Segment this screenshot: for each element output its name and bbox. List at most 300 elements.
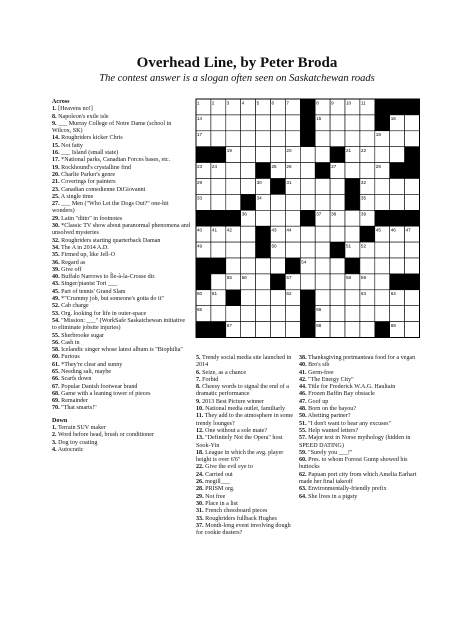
- clue-number: 25.: [52, 193, 60, 200]
- grid-cell[interactable]: [330, 194, 345, 210]
- clue-text: Needing salt, maybe: [59, 368, 112, 375]
- grid-cell[interactable]: [271, 258, 286, 274]
- clue-number: 67.: [52, 383, 60, 390]
- cell-number: 65: [197, 307, 203, 312]
- grid-cell[interactable]: [390, 194, 405, 210]
- grid-cell[interactable]: [271, 322, 286, 338]
- clue-text: Not free: [203, 493, 226, 500]
- cell-number: 49: [197, 243, 203, 249]
- grid-cell[interactable]: [211, 274, 226, 290]
- clue-number: 64.: [299, 493, 307, 500]
- clue-number: 56.: [52, 339, 60, 346]
- clue-text: ___ Island (small state): [59, 150, 119, 157]
- grid-cell[interactable]: [405, 306, 420, 322]
- grid-cell[interactable]: [211, 131, 226, 147]
- grid-block: [330, 242, 345, 258]
- clue-text: Icelandic singer whose latest album is "Biophilia": [59, 347, 183, 354]
- grid-cell[interactable]: [285, 194, 300, 210]
- clue-number: 27.: [52, 201, 60, 208]
- grid-cell[interactable]: [256, 115, 271, 131]
- cell-number: 4: [241, 100, 245, 106]
- clue-number: 46.: [299, 391, 307, 398]
- cell-number: 53: [197, 259, 203, 265]
- clue-text: Place in a list: [203, 500, 238, 507]
- clue-text: Dog toy coating: [56, 439, 98, 446]
- grid-cell[interactable]: [375, 290, 390, 306]
- grid-cell[interactable]: [315, 226, 330, 242]
- grid-cell[interactable]: [345, 163, 360, 179]
- grid-cell[interactable]: [390, 242, 405, 258]
- clue-number: 55.: [299, 427, 307, 434]
- grid-block: [360, 226, 375, 242]
- cell-number: 51: [346, 243, 352, 249]
- grid-cell[interactable]: [300, 226, 315, 242]
- clue-text: Pres. to whom Forrest Gump showed his buttocks: [299, 457, 408, 471]
- cell-number: 9: [331, 100, 334, 106]
- grid-cell[interactable]: [315, 274, 330, 290]
- clue-item: [52, 252, 190, 259]
- grid-cell[interactable]: [300, 242, 315, 258]
- grid-cell[interactable]: [211, 306, 226, 322]
- clue-item: [52, 260, 190, 267]
- grid-cell[interactable]: [285, 210, 300, 226]
- grid-cell[interactable]: [345, 306, 360, 322]
- clue-item: [299, 450, 429, 457]
- cell-number: 39: [360, 211, 367, 217]
- down-header: Down: [52, 417, 68, 424]
- clue-number: 38.: [299, 355, 307, 361]
- grid-cell[interactable]: [375, 147, 390, 163]
- grid-cell[interactable]: [360, 115, 375, 131]
- clue-item: [299, 399, 429, 406]
- grid-cell[interactable]: [211, 115, 226, 131]
- grid-cell[interactable]: [271, 147, 286, 163]
- grid-cell[interactable]: [390, 147, 405, 163]
- cell-number: 16: [390, 116, 396, 122]
- clue-text: Popular Danish footwear brand: [59, 383, 138, 390]
- crossword-grid: [195, 98, 421, 339]
- grid-cell[interactable]: [211, 194, 226, 210]
- clue-number: 50.: [299, 413, 307, 420]
- clue-item: [52, 303, 190, 310]
- grid-cell[interactable]: [330, 179, 345, 195]
- grid-cell[interactable]: [256, 290, 271, 306]
- grid-cell[interactable]: [226, 115, 241, 131]
- grid-cell[interactable]: [226, 258, 241, 274]
- grid-cell[interactable]: [345, 226, 360, 242]
- grid-cell[interactable]: [226, 306, 241, 322]
- grid-cell[interactable]: [256, 147, 271, 163]
- clue-number: 42.: [299, 376, 307, 383]
- clue-number: 4.: [52, 446, 57, 453]
- clue-text: Title for Frederick W.A.G. Haultain: [306, 384, 396, 391]
- grid-cell[interactable]: [375, 242, 390, 258]
- cell-number: 42: [226, 227, 232, 233]
- clue-text: Coverings for painters: [59, 179, 116, 186]
- clue-number: 39.: [52, 266, 60, 273]
- grid-cell[interactable]: [345, 290, 360, 306]
- cell-number: 30: [256, 179, 262, 185]
- clue-item: [299, 494, 429, 501]
- grid-cell[interactable]: [300, 194, 315, 210]
- clue-item: [196, 516, 296, 523]
- grid-cell[interactable]: [405, 115, 420, 131]
- clue-text: National media outlet, familiarly: [203, 406, 286, 413]
- grid-cell[interactable]: [360, 131, 375, 147]
- clue-text: PRISM org.: [203, 486, 235, 493]
- clue-text: Part of tennis' Grand Slam: [59, 288, 126, 295]
- clue-number: 19.: [52, 164, 60, 171]
- grid-cell[interactable]: [405, 322, 420, 338]
- down-clue-list: [52, 425, 190, 454]
- clue-text: Org. looking for life in outer-space: [59, 310, 147, 317]
- clue-number: 66.: [52, 376, 60, 383]
- clue-item: [299, 362, 429, 369]
- grid-cell[interactable]: [330, 290, 345, 306]
- grid-block: [375, 322, 390, 338]
- clue-text: Cheesy words to signal the end of a dramatic performance: [196, 384, 289, 398]
- grid-block: [405, 163, 420, 179]
- clue-number: 58.: [52, 347, 60, 354]
- clue-item: [52, 289, 190, 296]
- grid-cell[interactable]: [300, 147, 315, 163]
- grid-cell[interactable]: [315, 131, 330, 147]
- cell-number: 17: [197, 132, 203, 138]
- grid-cell[interactable]: [345, 115, 360, 131]
- puzzle-title: Overhead Line, by Peter Broda: [136, 55, 338, 71]
- grid-cell[interactable]: [256, 210, 271, 226]
- grid-cell[interactable]: [360, 258, 375, 274]
- clue-text: "Surely you ___!": [306, 449, 353, 456]
- clue-text: Roughriders fullback Hughes: [203, 515, 277, 522]
- clue-number: 62.: [299, 471, 307, 478]
- cell-number: 21: [346, 148, 352, 153]
- clue-text: Trendy social media site launched in 2014: [196, 355, 292, 369]
- grid-block: [300, 115, 315, 131]
- grid-cell[interactable]: [256, 131, 271, 147]
- grid-cell[interactable]: [241, 163, 256, 179]
- grid-cell[interactable]: [315, 147, 330, 163]
- clue-number: 65.: [52, 368, 60, 375]
- grid-cell[interactable]: [271, 306, 286, 322]
- clues-column-middle: [196, 355, 296, 537]
- grid-block: [196, 210, 211, 226]
- clue-number: 30.: [52, 223, 60, 230]
- cell-number: 37: [316, 211, 322, 217]
- grid-cell[interactable]: [390, 306, 405, 322]
- grid-cell[interactable]: [405, 290, 420, 306]
- cell-number: 32: [360, 179, 367, 185]
- clue-text: Roughriders kicker Chris: [59, 135, 123, 142]
- cell-number: 7: [286, 100, 289, 106]
- grid-cell[interactable]: [256, 306, 271, 322]
- grid-cell[interactable]: [241, 226, 256, 242]
- grid-cell[interactable]: [315, 290, 330, 306]
- cell-number: 46: [390, 227, 396, 233]
- cell-number: 14: [197, 116, 203, 122]
- grid-cell[interactable]: [256, 258, 271, 274]
- cell-number: 27: [331, 163, 337, 169]
- clue-number: 1.: [52, 106, 57, 113]
- grid-cell[interactable]: [375, 258, 390, 274]
- clue-text: Give the evil eye to: [203, 464, 253, 471]
- grid-cell[interactable]: [241, 242, 256, 258]
- clue-text: Napoleon's exile isle: [56, 113, 109, 120]
- grid-cell[interactable]: [300, 163, 315, 179]
- clue-item: [299, 435, 429, 450]
- grid-block: [390, 210, 405, 226]
- cell-number: 52: [360, 243, 367, 249]
- grid-block: [375, 115, 390, 131]
- clue-number: 21.: [52, 179, 60, 186]
- clue-number: 17.: [52, 157, 60, 164]
- clue-number: 69.: [52, 398, 60, 405]
- grid-cell[interactable]: [390, 258, 405, 274]
- puzzle-subtitle: The contest answer is a slogan often seen on Saskatchewan roads: [99, 73, 375, 84]
- clue-item: [196, 464, 296, 471]
- clue-number: 11.: [196, 413, 204, 420]
- cell-number: 23: [197, 163, 203, 169]
- grid-cell[interactable]: [330, 258, 345, 274]
- clue-text: Buffalo Narrows to Île-à-la-Crosse dir.: [59, 274, 156, 281]
- grid-cell[interactable]: [375, 306, 390, 322]
- grid-block: [405, 99, 420, 115]
- grid-cell[interactable]: [405, 179, 420, 195]
- cell-number: 69: [390, 322, 396, 328]
- grid-cell[interactable]: [226, 131, 241, 147]
- grid-block: [226, 210, 241, 226]
- grid-block: [315, 163, 330, 179]
- clue-number: 9.: [196, 398, 201, 405]
- grid-cell[interactable]: [330, 226, 345, 242]
- grid-block: [345, 194, 360, 210]
- grid-cell[interactable]: [405, 194, 420, 210]
- grid-cell[interactable]: [330, 131, 345, 147]
- clue-text: Autocratic: [56, 446, 84, 453]
- grid-cell[interactable]: [285, 131, 300, 147]
- grid-cell[interactable]: [405, 258, 420, 274]
- grid-cell[interactable]: [315, 258, 330, 274]
- clue-number: 54.: [52, 317, 60, 324]
- grid-cell[interactable]: [330, 306, 345, 322]
- grid-cell[interactable]: [271, 290, 286, 306]
- clue-item: [196, 472, 296, 479]
- clue-text: One without a sole mate?: [203, 427, 268, 434]
- grid-cell[interactable]: [285, 242, 300, 258]
- cell-number: 62: [286, 291, 292, 297]
- grid-cell[interactable]: [300, 274, 315, 290]
- grid-cell[interactable]: [226, 163, 241, 179]
- grid-cell[interactable]: [360, 322, 375, 338]
- clue-item: [52, 157, 190, 164]
- grid-cell[interactable]: [211, 242, 226, 258]
- clue-number: 40.: [52, 274, 60, 281]
- clue-item: [52, 362, 190, 369]
- clue-item: [52, 165, 190, 172]
- clue-text: Rockhound's crystalline find: [59, 164, 131, 171]
- clue-item: [299, 457, 429, 472]
- grid-block: [330, 147, 345, 163]
- clue-text: "That smarts!": [59, 405, 97, 412]
- clue-text: Game with a leaning tower of pieces: [59, 390, 151, 397]
- clue-number: 40.: [299, 362, 307, 369]
- clue-text: Remainder: [59, 398, 88, 405]
- clue-number: 16.: [52, 150, 60, 157]
- clue-item: [299, 370, 429, 377]
- cell-number: 24: [211, 163, 218, 169]
- grid-cell[interactable]: [241, 306, 256, 322]
- grid-cell[interactable]: [345, 210, 360, 226]
- cell-number: 58: [346, 275, 352, 281]
- grid-cell[interactable]: [271, 131, 286, 147]
- clue-number: 7.: [196, 376, 201, 383]
- grid-block: [256, 242, 271, 258]
- clue-text: Major text in Norse mythology (hidden in SPEED DATING): [299, 435, 411, 449]
- clue-text: Word before head, brush or conditioner: [56, 432, 154, 439]
- grid-cell[interactable]: [241, 322, 256, 338]
- clue-text: League in which the avg. player height is over 6'6": [196, 449, 284, 464]
- cell-number: 43: [271, 227, 277, 233]
- grid-cell[interactable]: [360, 306, 375, 322]
- grid-block: [211, 322, 226, 338]
- clue-text: Roughriders starting quarterback Daman: [59, 237, 161, 244]
- grid-cell[interactable]: [271, 210, 286, 226]
- grid-block: [241, 194, 256, 210]
- grid-cell[interactable]: [330, 115, 345, 131]
- grid-cell[interactable]: [315, 194, 330, 210]
- clue-number: 10.: [196, 406, 204, 413]
- clue-number: 31.: [196, 508, 204, 515]
- cell-number: 19: [226, 148, 232, 153]
- clue-number: 3.: [52, 439, 57, 446]
- clue-item: [196, 523, 296, 538]
- clue-number: 14.: [52, 135, 60, 142]
- clue-text: *Classic TV show about paranormal phenomena and unsolved mysteries: [52, 223, 190, 237]
- clue-number: 70.: [52, 405, 60, 412]
- clue-number: 45.: [52, 288, 60, 295]
- clue-number: 48.: [299, 406, 307, 413]
- grid-cell[interactable]: [241, 115, 256, 131]
- grid-cell[interactable]: [315, 242, 330, 258]
- clue-text: Cab charge: [59, 303, 89, 310]
- grid-cell[interactable]: [256, 274, 271, 290]
- grid-cell[interactable]: [226, 194, 241, 210]
- grid-cell[interactable]: [241, 290, 256, 306]
- clue-text: Thanksgiving portmanteau food for a vegan: [306, 355, 416, 361]
- clue-item: [52, 114, 190, 121]
- clue-item: [299, 391, 429, 398]
- clue-number: 2.: [52, 432, 57, 439]
- grid-cell[interactable]: [390, 179, 405, 195]
- grid-cell[interactable]: [211, 179, 226, 195]
- clue-number: 41.: [299, 369, 307, 376]
- grid-cell[interactable]: [300, 179, 315, 195]
- cell-number: 36: [241, 211, 247, 217]
- grid-cell[interactable]: [241, 131, 256, 147]
- cell-number: 26: [286, 163, 292, 169]
- grid-cell[interactable]: [390, 131, 405, 147]
- cell-number: 3: [226, 100, 230, 106]
- clue-item: [52, 245, 190, 252]
- grid-cell[interactable]: [241, 147, 256, 163]
- clue-number: 68.: [52, 390, 60, 397]
- grid-block: [196, 147, 211, 163]
- grid-cell[interactable]: [375, 274, 390, 290]
- clue-text: Latin "ditto" in footnotes: [59, 215, 123, 222]
- grid-block: [256, 226, 271, 242]
- cell-number: 60: [197, 291, 203, 297]
- clue-text: Singer/pianist Tori ___: [59, 281, 118, 288]
- grid-cell[interactable]: [405, 131, 420, 147]
- clue-item: [52, 440, 190, 447]
- grid-cell[interactable]: [405, 242, 420, 258]
- grid-cell[interactable]: [345, 131, 360, 147]
- grid-cell[interactable]: [330, 322, 345, 338]
- grid-cell[interactable]: [226, 179, 241, 195]
- clue-number: 5.: [196, 355, 201, 361]
- grid-cell[interactable]: [241, 179, 256, 195]
- clue-item: [52, 223, 190, 238]
- cell-number: 50: [271, 243, 277, 249]
- cell-number: 54: [301, 259, 307, 265]
- clue-text: 2013 Best Picture winner: [200, 398, 264, 405]
- grid-block: [300, 99, 315, 115]
- clue-text: Forbid: [200, 376, 219, 383]
- grid-block: [345, 258, 360, 274]
- cell-number: 35: [360, 195, 367, 201]
- clue-number: 36.: [52, 259, 60, 266]
- grid-cell[interactable]: [241, 258, 256, 274]
- grid-cell[interactable]: [285, 115, 300, 131]
- cell-number: 47: [405, 227, 411, 233]
- clue-item: [52, 347, 190, 354]
- clue-item: [52, 391, 190, 398]
- clue-text: They add to the atmosphere in some trendy lounges?: [196, 413, 294, 427]
- grid-cell[interactable]: [271, 115, 286, 131]
- grid-block: [300, 306, 315, 322]
- grid-block: [405, 210, 420, 226]
- clue-number: 8.: [196, 384, 201, 391]
- cell-number: 2: [211, 100, 215, 106]
- grid-cell[interactable]: [271, 194, 286, 210]
- grid-cell[interactable]: [345, 322, 360, 338]
- across-header: Across: [52, 99, 70, 105]
- grid-cell[interactable]: [330, 274, 345, 290]
- grid-block: [226, 290, 241, 306]
- grid-cell[interactable]: [315, 179, 330, 195]
- clue-item: [196, 384, 296, 399]
- clue-item: [52, 384, 190, 391]
- cell-number: 18: [375, 132, 381, 138]
- cell-number: 59: [360, 275, 367, 281]
- grid-cell[interactable]: [360, 163, 375, 179]
- grid-cell[interactable]: [256, 322, 271, 338]
- cell-number: 34: [256, 195, 262, 201]
- clue-item: [299, 421, 429, 428]
- grid-cell[interactable]: [226, 242, 241, 258]
- grid-cell[interactable]: [285, 306, 300, 322]
- clues-column-right: [299, 355, 429, 501]
- grid-cell[interactable]: [375, 179, 390, 195]
- grid-cell[interactable]: [375, 194, 390, 210]
- clue-item: [196, 486, 296, 493]
- clue-text: Seize, as a chance: [200, 369, 247, 376]
- clue-item: [52, 447, 190, 454]
- cell-number: 20: [286, 148, 292, 153]
- grid-cell[interactable]: [285, 322, 300, 338]
- clue-text: *National parks, Canadian Forces bases, etc.: [59, 157, 171, 164]
- clue-number: 43.: [52, 281, 60, 288]
